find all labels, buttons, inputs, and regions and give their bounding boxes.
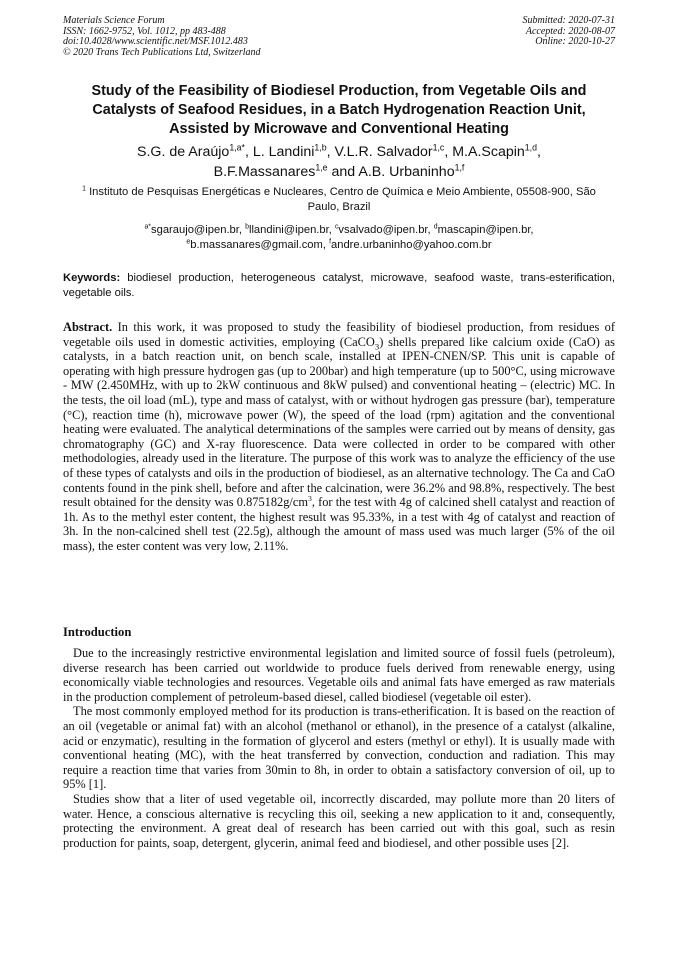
author-affil-mark: 1,f <box>454 161 465 172</box>
email-address[interactable]: llandini@ipen.br, <box>248 224 335 236</box>
author-affil-mark: 1,c <box>432 142 445 153</box>
author-name: M.A.Scapin <box>452 144 525 160</box>
abstract <box>63 320 615 554</box>
affiliation-mark: 1 <box>82 185 86 193</box>
email-address[interactable]: mascapin@ipen.br, <box>437 224 534 236</box>
author-name: B.F.Massanares <box>213 163 316 180</box>
author-affil-mark: 1,e <box>315 161 328 172</box>
submission-dates <box>523 16 616 48</box>
section-heading-introduction: Introduction <box>63 625 132 639</box>
author-affil-mark: 1,a* <box>229 142 245 153</box>
journal-name: Materials Science Forum <box>63 15 165 26</box>
email-mark: b <box>245 223 249 231</box>
keywords-text: biodiesel production, heterogeneous catalyst, microwave, seafood waste, trans-esterification, vegetable oils. <box>63 272 615 299</box>
author-name: L. Landini <box>252 144 315 160</box>
online-date: Online: 2020-10-27 <box>535 36 615 48</box>
journal-info <box>63 16 261 58</box>
author-list: S.G. de Araújo$^{1,a*}$, L. Landini$^{1,b}$, V.L.R. Salvador$^{1,c}$, M.A.Scapin$^{1,d}$, B.F.Massanares$^{1,e}$ and A.B. Urbaninho$^{1,f}$ <box>137 142 541 180</box>
author-emails <box>66 223 612 252</box>
author-name: S.G. de Araújo <box>137 144 230 160</box>
paragraph: The most commonly employed method for its production is trans-etherification. It is based on the reaction of an oil (vegetable or animal fat) with an alcohol (methanol or ethanol), in the presence of a catalyst (alkaline, acid or enzymatic), resulting in the formation of glycerol and esters (methyl or ethyl). It is usually made with conventional heating (MC), with the heat transferred by convection, conduction and radiation. This may require a reaction time that varies from 30min to 8h, in order to obtain a satisfactory conversion of oil, up to 95% [1]. <box>63 704 615 792</box>
author-name: A.B. Urbaninho <box>358 163 455 180</box>
paper-title: Study of the Feasibility of Biodiesel Production, from Vegetable Oils and Catalysts of Seafood Residues, in a Batch Hydrogenation Reaction Unit, Assisted by Microwave and Conventional Heating <box>91 83 587 137</box>
abstract-text: , for the test with 4g of calcined shell catalyst and reaction of 1h. As to the methyl ester content, the highest result was 95.33%, in a test with 4g of catalyst and reaction of 3h. In the non-calcined shell test (22.5g), although the amount of mass used was much larger (5% of the oil mass), the ester content was very low, 2.11%. <box>63 495 615 553</box>
abstract-subscript: 3 <box>374 341 380 352</box>
author-name: V.L.R. Salvador <box>334 144 433 160</box>
abstract-superscript: 3 <box>308 494 312 503</box>
email-address[interactable]: andre.urbaninho@yahoo.com.br <box>331 238 492 251</box>
journal-doi[interactable]: doi:10.4028/www.scientific.net/MSF.1012.483 <box>63 36 248 48</box>
paragraph: Studies show that a liter of used vegetable oil, incorrectly discarded, may pollute more than 20 liters of water. Hence, a conscious alternative is recycling this oil, seeking a new application to it and, consequently, protecting the environment. A great deal of research has been carried out with this goal, such as resin production for paints, soap, detergent, glycerin, animal feed and biodiesel, and other possible uses [2]. <box>63 791 615 850</box>
affiliation-text: Instituto de Pesquisas Energéticas e Nucleares, Centro de Química e Meio Ambiente, 05508-900, São Paulo, Brazil <box>89 186 596 213</box>
accepted-date: Accepted: 2020-08-07 <box>525 25 615 37</box>
submitted-date: Submitted: 2020-07-31 <box>522 15 615 26</box>
email-address[interactable]: b.massanares@gmail.com, <box>190 238 330 251</box>
email-mark: f <box>329 237 331 245</box>
email-mark: e <box>186 237 191 245</box>
email-mark: a* <box>144 223 152 231</box>
email-address[interactable]: vsalvado@ipen.br, <box>338 224 434 236</box>
journal-issn: ISSN: 1662-9752, Vol. 1012, pp 483-488 <box>63 25 226 37</box>
email-address[interactable]: sgaraujo@ipen.br, <box>151 224 246 236</box>
email-mark: c <box>334 223 339 231</box>
abstract-text: ) shells prepared like calcium oxide (CaO) as catalysts, in a batch reaction unit, on bench scale, installed at IPEN-CNEN/SP. This unit is capable of operating with high pressure hydrogen gas (up to 200bar) and high temperature (up to 500°C, using microwave - MW (2.450MHz, with up to 2kW continuous and 8kW pulsed) and conventional heating – (electric) MC. In the tests, the oil load (mL), type and mass of catalyst, with or without hydrogen gas pressure (bar), temperature (°C), reaction time (h), microwave power (W), the speed of the load (rpm) agitation and the conventional heating were evaluated. The analytical determinations of the samples were carried out by means of density, gas chromatography (GC) and X-ray fluorescence. Data were collected in order to be compared with other methodologies, already used in the literature. The purpose of this work was to analyze the efficiency of the use of these types of catalysts and oils in the production of biodiesel, as an alternative technology. The Ca and CaO contents found in the pink shell, before and after the calcination, were 36.2% and 98.8%, respectively. The best result obtained for the density was 0.875182g/cm <box>63 334 615 510</box>
keywords <box>63 271 615 301</box>
author-affil-mark: 1,d <box>524 142 537 153</box>
abstract-text: In this work, it was proposed to study the feasibility of biodiesel production, from residues of vegetable oils used in domestic activities, employing (CaCO <box>63 320 615 349</box>
abstract-label: Abstract. <box>63 320 113 334</box>
journal-copyright: © 2020 Trans Tech Publications Ltd, Switzerland <box>63 46 261 58</box>
affiliation <box>66 185 612 215</box>
keywords-label: Keywords: <box>63 272 121 284</box>
paragraph: Due to the increasingly restrictive environmental legislation and limited source of fossil fuels (petroleum), diverse research has been carried out worldwide to produce fuels derived from renewable energy, using economically viable technologies and resources. Vegetable oils and animal fats have emerged as raw materials in the production complement of petroleum-based diesel, called biodiesel (vegetable oil ester). <box>63 646 615 704</box>
author-affil-mark: 1,b <box>314 142 327 153</box>
email-mark: d <box>433 223 438 231</box>
author-conjunction: and <box>331 163 356 180</box>
introduction-body <box>63 646 615 850</box>
